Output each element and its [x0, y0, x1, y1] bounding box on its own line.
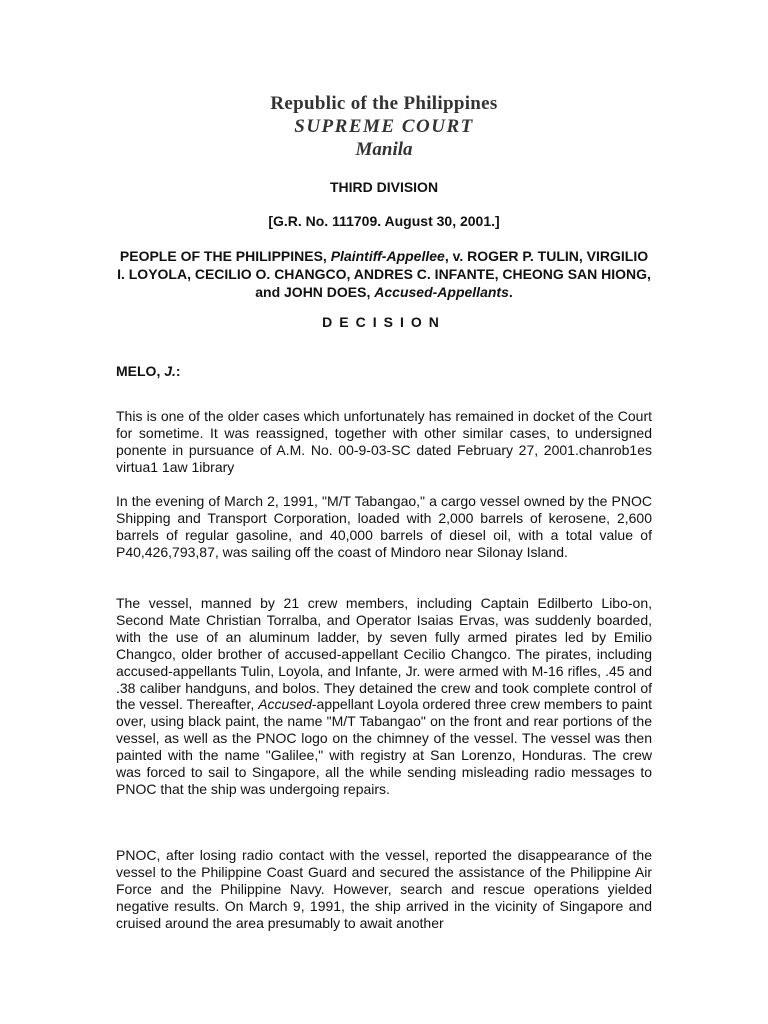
paragraph-docket: This is one of the older cases which unfortunately has remained in docket of the Court for sometime. It was reassigned, together with other similar cases, to undersigned ponente in pursuance of A.M. No. 00-9-03-SC dated February 27, 2001.chanrob1es virtua1 1aw 1ibrary — [116, 408, 652, 475]
paragraph-vessel: In the evening of March 2, 1991, "M/T Tabangao," a cargo vessel owned by the PNOC Shipping and Transport Corporation, loaded with 2,000 barrels of kerosene, 2,600 barrels of regular gasoline, and 40,000 barrels of diesel oil, with a total value of P40,426,793,87, was sailing off the coast of Mindoro near Silonay Island. — [116, 493, 652, 560]
masthead-city: Manila — [355, 139, 413, 160]
decision-heading: DECISION — [322, 314, 446, 330]
accused-names: , v. ROGER P. TULIN, VIRGILIO I. LOYOLA, CECILIO O. CHANGCO, ANDRES C. INFANTE, CHEONG SAN HIONG, and JOHN DOES, — [117, 248, 651, 300]
plaintiff-name: PEOPLE OF THE PHILIPPINES, — [119, 248, 327, 264]
ponente-title: J. — [164, 363, 176, 379]
parties-end: . — [508, 284, 513, 300]
ponente-name: MELO, — [116, 363, 161, 379]
masthead-republic: Republic of the Philippines — [270, 93, 498, 114]
division-heading: THIRD DIVISION — [329, 179, 439, 195]
court-masthead — [0, 92, 768, 161]
paragraph-search: PNOC, after losing radio contact with the vessel, reported the disappearance of the vessel to the Philippine Coast Guard and secured the assistance of the Philippine Air Force and the Philippine Navy. However, search and rescue operations yielded negative results. On March 9, 1991, the ship arrived in the vicinity of Singapore and cruised around the area presumably to await another — [116, 847, 652, 931]
case-parties — [116, 247, 652, 301]
paragraph-pirates-italic: Accused — [258, 696, 312, 713]
paragraph-pirates-text-2: -appellant Loyola ordered three crew members to paint over, using black paint, the name "M/T Tabangao" on the front and rear portions of the vessel, as well as the PNOC logo on the chimney of the vessel. The vessel was then painted with the name "Galilee," with registry at San Lorenzo, Honduras. The crew was forced to sail to Singapore, all the while sending misleading radio messages to PNOC that the ship was undergoing repairs. — [116, 696, 653, 797]
ponente-end: : — [175, 363, 181, 379]
case-number: [G.R. No. 111709. August 30, 2001.] — [268, 213, 500, 229]
ponente — [116, 363, 181, 379]
paragraph-pirates-text-1: The vessel, manned by 21 crew members, including Captain Edilberto Libo-on, Second Mate Christian Torralba, and Operator Isaias Ervas, was suddenly boarded, with the use of an aluminum ladder, by seven fully armed pirates led by Emilio Changco, older brother of accused-appellant Cecilio Changco. The pirates, including accused-appellants Tulin, Loyola, and Infante, Jr. were armed with M-16 rifles, .45 and .38 caliber handguns, and bolos. They detained the crew and took complete control of the vessel. Thereafter, — [116, 595, 652, 713]
paragraph-pirates — [116, 595, 652, 798]
accused-role: Accused-Appellants — [374, 284, 509, 300]
masthead-court: SUPREME COURT — [294, 116, 474, 137]
plaintiff-role: Plaintiff-Appellee — [330, 248, 445, 264]
